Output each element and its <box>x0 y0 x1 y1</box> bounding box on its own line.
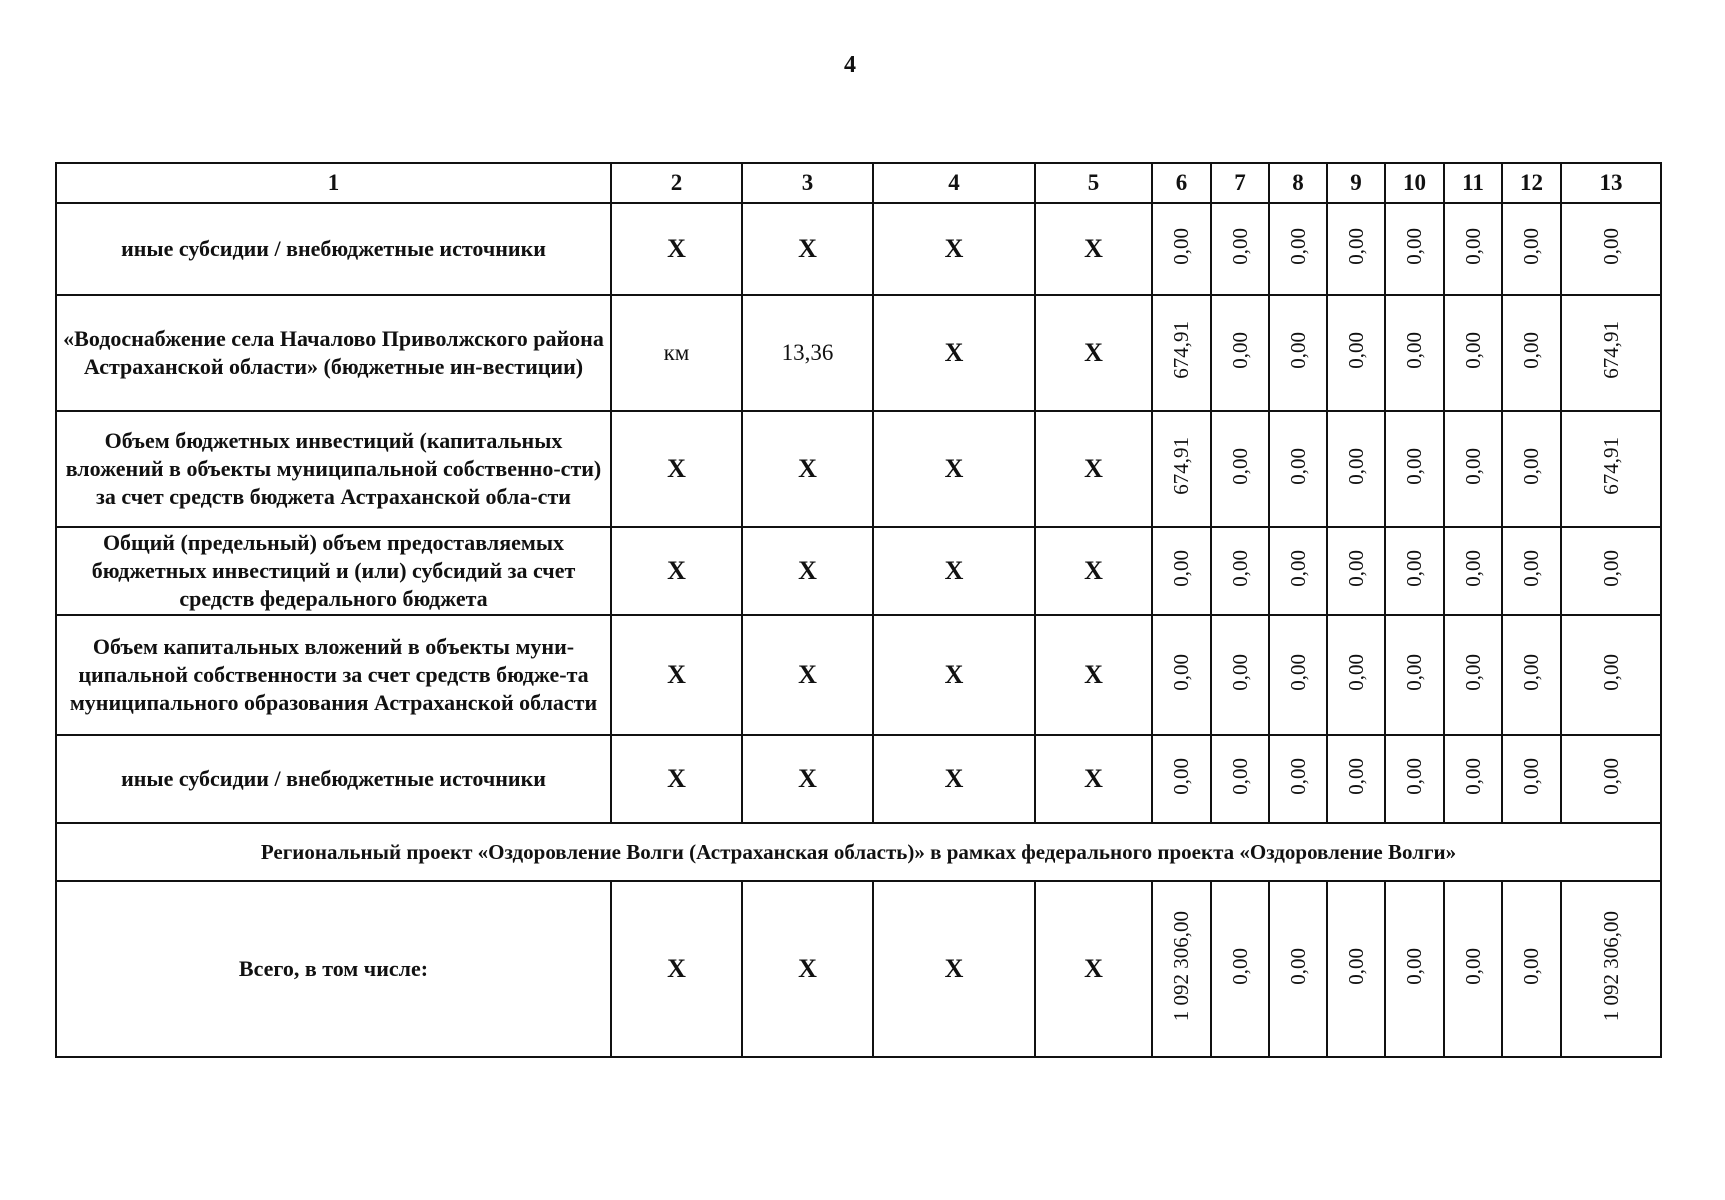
value-cell <box>1502 881 1561 1057</box>
value-cell <box>1327 411 1385 527</box>
value-cell <box>1211 735 1269 823</box>
value-cell <box>1211 203 1269 295</box>
table-row <box>56 735 1661 823</box>
column-header: 2 <box>611 163 742 203</box>
column-header: 5 <box>1035 163 1152 203</box>
column-4-cell: X <box>873 527 1035 615</box>
column-4-cell: X <box>873 615 1035 735</box>
value-text: 0,00 <box>1285 653 1310 691</box>
unit-cell: км <box>611 295 742 411</box>
value-cell <box>1269 411 1327 527</box>
value-cell <box>1211 881 1269 1057</box>
value-text: 0,00 <box>1519 447 1543 485</box>
value-cell <box>1152 411 1211 527</box>
unit-cell: X <box>611 527 742 615</box>
value-text: 0,00 <box>1460 227 1485 265</box>
column-4-cell: X <box>873 295 1035 411</box>
column-header: 11 <box>1444 163 1502 203</box>
value-text: 0,00 <box>1343 447 1368 485</box>
value-cell <box>1152 527 1211 615</box>
value-text: 0,00 <box>1343 757 1368 795</box>
value-text: 0,00 <box>1285 227 1310 265</box>
value-cell <box>1269 615 1327 735</box>
quantity-cell: X <box>742 203 873 295</box>
value-text: 0,00 <box>1169 653 1193 691</box>
value-text: 0,00 <box>1343 653 1368 691</box>
value-text: 0,00 <box>1169 227 1193 265</box>
value-cell <box>1269 527 1327 615</box>
column-header: 10 <box>1385 163 1444 203</box>
value-cell <box>1561 527 1661 615</box>
row-name: Объем бюджетных инвестиций (капитальных вложений в объекты муниципальной собственно-сти) за счет средств бюджета Астраханской обла-сти <box>56 411 611 527</box>
value-text: 0,00 <box>1402 947 1426 985</box>
value-cell <box>1502 295 1561 411</box>
section-title: Региональный проект «Оздоровление Волги (Астраханская область)» в рамках федерального проекта «Оздоровление Волги» <box>56 823 1661 881</box>
value-cell <box>1444 881 1502 1057</box>
unit-cell: X <box>611 203 742 295</box>
value-cell <box>1561 615 1661 735</box>
quantity-cell: 13,36 <box>742 295 873 411</box>
value-text: 0,00 <box>1519 331 1543 369</box>
value-cell <box>1502 411 1561 527</box>
value-text: 0,00 <box>1169 757 1193 795</box>
value-text: 0,00 <box>1285 757 1310 795</box>
column-5-cell: X <box>1035 295 1152 411</box>
column-header: 4 <box>873 163 1035 203</box>
value-text: 0,00 <box>1460 947 1485 985</box>
value-cell <box>1152 881 1211 1057</box>
value-text: 1 092 306,00 <box>1169 910 1193 1022</box>
value-text: 0,00 <box>1519 653 1543 691</box>
value-cell <box>1444 203 1502 295</box>
value-cell <box>1502 527 1561 615</box>
value-text: 0,00 <box>1169 549 1193 587</box>
value-text: 0,00 <box>1402 549 1426 587</box>
value-cell <box>1385 527 1444 615</box>
value-cell <box>1385 881 1444 1057</box>
row-name: «Водоснабжение села Началово Приволжского района Астраханской области» (бюджетные ин-вестиции) <box>56 295 611 411</box>
value-text: 0,00 <box>1598 227 1623 265</box>
value-cell <box>1269 203 1327 295</box>
column-header: 12 <box>1502 163 1561 203</box>
value-text: 0,00 <box>1285 947 1310 985</box>
value-cell <box>1561 295 1661 411</box>
value-text: 0,00 <box>1598 653 1623 691</box>
header-row <box>56 163 1661 203</box>
column-5-cell: X <box>1035 527 1152 615</box>
column-header: 7 <box>1211 163 1269 203</box>
value-cell <box>1385 615 1444 735</box>
value-cell <box>1211 615 1269 735</box>
value-cell <box>1561 881 1661 1057</box>
value-cell <box>1444 411 1502 527</box>
quantity-cell: X <box>742 735 873 823</box>
quantity-cell: X <box>742 527 873 615</box>
value-text: 0,00 <box>1460 653 1485 691</box>
column-header: 3 <box>742 163 873 203</box>
row-name: иные субсидии / внебюджетные источники <box>56 203 611 295</box>
value-text: 0,00 <box>1227 947 1252 985</box>
value-text: 0,00 <box>1343 227 1368 265</box>
value-cell <box>1327 735 1385 823</box>
value-text: 674,91 <box>1169 321 1193 379</box>
column-5-cell: X <box>1035 411 1152 527</box>
unit-cell: X <box>611 735 742 823</box>
value-text: 0,00 <box>1227 227 1252 265</box>
value-cell <box>1444 527 1502 615</box>
value-text: 0,00 <box>1402 227 1426 265</box>
column-4-cell: X <box>873 881 1035 1057</box>
section-row <box>56 823 1661 881</box>
value-text: 0,00 <box>1402 653 1426 691</box>
value-cell <box>1385 203 1444 295</box>
value-cell <box>1502 735 1561 823</box>
column-4-cell: X <box>873 735 1035 823</box>
value-text: 0,00 <box>1460 549 1485 587</box>
value-text: 0,00 <box>1285 549 1310 587</box>
row-name: Объем капитальных вложений в объекты муни-ципальной собственности за счет средств бюдже-та муниципального образования Астраханской области <box>56 615 611 735</box>
value-cell <box>1152 295 1211 411</box>
row-name: Общий (предельный) объем предоставляемых бюджетных инвестиций и (или) субсидий за счет средств федерального бюджета <box>56 527 611 615</box>
value-text: 0,00 <box>1598 757 1623 795</box>
value-text: 0,00 <box>1343 331 1368 369</box>
column-5-cell: X <box>1035 203 1152 295</box>
row-name: иные субсидии / внебюджетные источники <box>56 735 611 823</box>
value-cell <box>1502 203 1561 295</box>
table-row <box>56 527 1661 615</box>
value-cell <box>1444 615 1502 735</box>
value-cell <box>1327 881 1385 1057</box>
value-text: 0,00 <box>1227 653 1252 691</box>
value-cell <box>1269 295 1327 411</box>
value-text: 0,00 <box>1519 227 1543 265</box>
unit-cell: X <box>611 615 742 735</box>
value-cell <box>1561 735 1661 823</box>
value-text: 0,00 <box>1460 331 1485 369</box>
value-cell <box>1327 527 1385 615</box>
value-cell <box>1385 295 1444 411</box>
column-4-cell: X <box>873 203 1035 295</box>
value-text: 0,00 <box>1519 757 1543 795</box>
value-cell <box>1327 203 1385 295</box>
value-text: 0,00 <box>1519 549 1543 587</box>
quantity-cell: X <box>742 411 873 527</box>
value-text: 674,91 <box>1598 321 1623 379</box>
value-cell <box>1561 203 1661 295</box>
value-text: 674,91 <box>1169 437 1193 495</box>
value-text: 0,00 <box>1598 549 1623 587</box>
column-header: 13 <box>1561 163 1661 203</box>
unit-cell: X <box>611 411 742 527</box>
total-row <box>56 881 1661 1057</box>
value-cell <box>1327 615 1385 735</box>
quantity-cell: X <box>742 615 873 735</box>
value-text: 0,00 <box>1402 757 1426 795</box>
value-cell <box>1211 411 1269 527</box>
value-text: 0,00 <box>1402 447 1426 485</box>
value-cell <box>1327 295 1385 411</box>
page-number: 4 <box>844 52 856 78</box>
value-cell <box>1269 881 1327 1057</box>
table-row <box>56 295 1661 411</box>
column-5-cell: X <box>1035 615 1152 735</box>
value-text: 0,00 <box>1285 331 1310 369</box>
column-5-cell: X <box>1035 735 1152 823</box>
table-row <box>56 203 1661 295</box>
value-text: 0,00 <box>1519 947 1543 985</box>
table-row <box>56 615 1661 735</box>
value-text: 0,00 <box>1227 757 1252 795</box>
value-text: 0,00 <box>1460 447 1485 485</box>
column-header: 6 <box>1152 163 1211 203</box>
value-cell <box>1269 735 1327 823</box>
unit-cell: X <box>611 881 742 1057</box>
value-cell <box>1561 411 1661 527</box>
value-text: 0,00 <box>1227 447 1252 485</box>
table-row <box>56 411 1661 527</box>
column-4-cell: X <box>873 411 1035 527</box>
value-cell <box>1211 295 1269 411</box>
column-header: 8 <box>1269 163 1327 203</box>
value-text: 0,00 <box>1227 549 1252 587</box>
value-cell <box>1444 735 1502 823</box>
value-cell <box>1444 295 1502 411</box>
value-cell <box>1385 411 1444 527</box>
value-text: 0,00 <box>1227 331 1252 369</box>
column-header: 1 <box>56 163 611 203</box>
value-text: 0,00 <box>1460 757 1485 795</box>
column-5-cell: X <box>1035 881 1152 1057</box>
value-text: 0,00 <box>1343 549 1368 587</box>
row-name: Всего, в том числе: <box>56 881 611 1057</box>
value-cell <box>1211 527 1269 615</box>
value-cell <box>1152 735 1211 823</box>
value-cell <box>1152 203 1211 295</box>
value-text: 1 092 306,00 <box>1598 910 1623 1022</box>
value-text: 0,00 <box>1285 447 1310 485</box>
value-cell <box>1502 615 1561 735</box>
budget-table <box>55 162 1662 1058</box>
value-text: 674,91 <box>1598 437 1623 495</box>
value-text: 0,00 <box>1402 331 1426 369</box>
value-cell <box>1152 615 1211 735</box>
quantity-cell: X <box>742 881 873 1057</box>
value-cell <box>1385 735 1444 823</box>
value-text: 0,00 <box>1343 947 1368 985</box>
column-header: 9 <box>1327 163 1385 203</box>
